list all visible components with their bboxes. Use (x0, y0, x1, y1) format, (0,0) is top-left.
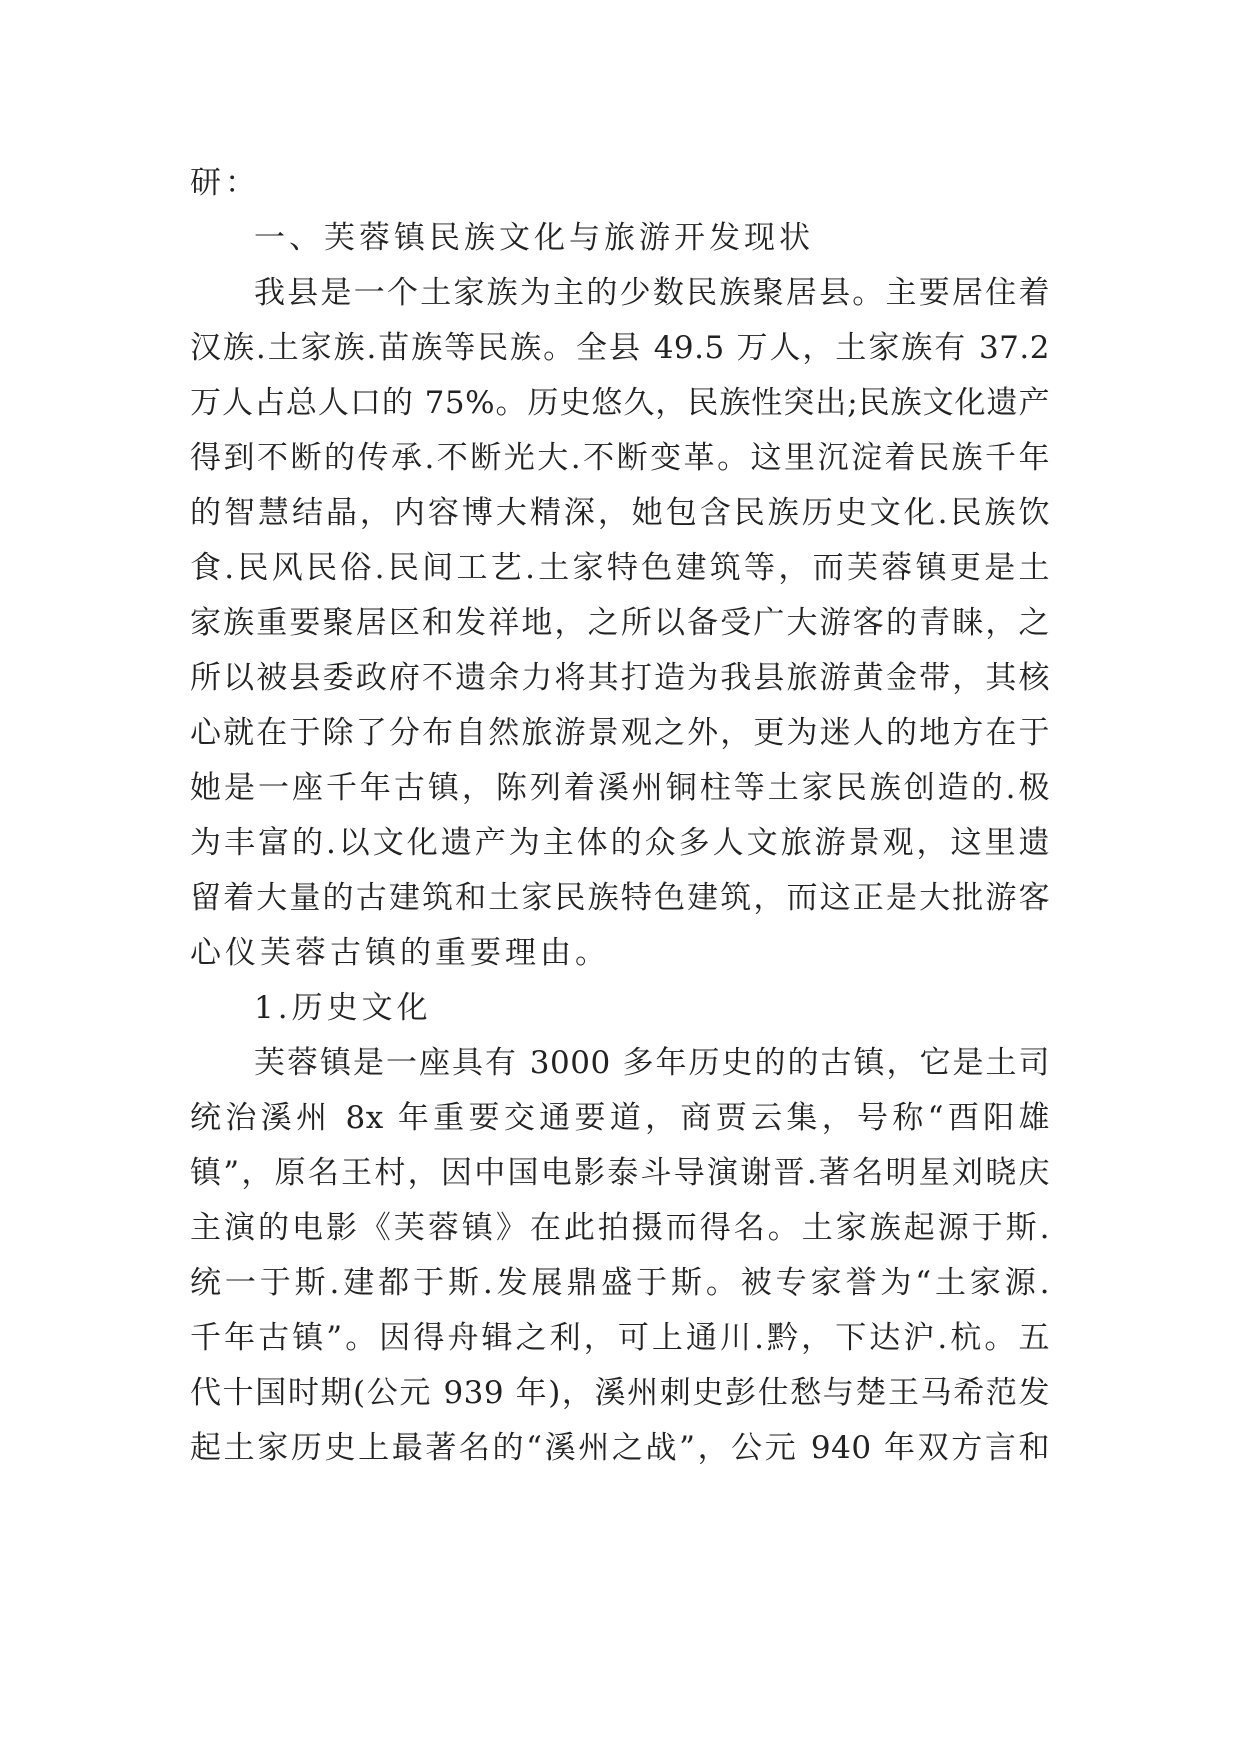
text-line: 心仪芙蓉古镇的重要理由。 (190, 935, 610, 971)
text-line: 芙蓉镇是一座具有 3000 多年历史的的古镇，它是土司 (254, 1045, 1050, 1081)
text-line: 所以被县委政府不遗余力将其打造为我县旅游黄金带，其核 (190, 660, 1050, 696)
text-line: 汉族.土家族.苗族等民族。全县 49.5 万人，土家族有 37.2 (190, 330, 1050, 366)
text-line: 食.民风民俗.民间工艺.土家特色建筑等，而芙蓉镇更是土 (190, 550, 1050, 586)
text-line: 我县是一个土家族为主的少数民族聚居县。主要居住着 (254, 275, 1050, 311)
text-line: 家族重要聚居区和发祥地，之所以备受广大游客的青睐，之 (190, 605, 1050, 641)
text-line: 千年古镇”。因得舟辑之利，可上通川.黔，下达沪.杭。五 (190, 1320, 1050, 1356)
text-line: 统一于斯.建都于斯.发展鼎盛于斯。被专家誉为“土家源. (190, 1265, 1050, 1301)
text-line: 留着大量的古建筑和土家民族特色建筑，而这正是大批游客 (190, 880, 1050, 916)
subsection-heading: 1.历史文化 (254, 990, 432, 1026)
text-line: 起土家历史上最著名的“溪州之战”，公元 940 年双方言和 (190, 1430, 1050, 1466)
text-line: 主演的电影《芙蓉镇》在此拍摄而得名。土家族起源于斯. (190, 1210, 1050, 1246)
text-line: 她是一座千年古镇，陈列着溪州铜柱等土家民族创造的.极 (190, 770, 1050, 806)
text-line: 镇”，原名王村，因中国电影泰斗导演谢晋.著名明星刘晓庆 (190, 1155, 1050, 1191)
text-line: 代十国时期(公元 939 年)，溪州刺史彭仕愁与楚王马希范发 (190, 1375, 1050, 1411)
text-line: 万人占总人口的 75%。历史悠久，民族性突出;民族文化遗产 (190, 385, 1050, 421)
section-heading: 一、芙蓉镇民族文化与旅游开发现状 (254, 220, 814, 256)
text-line: 研： (190, 165, 260, 201)
text-line: 心就在于除了分布自然旅游景观之外，更为迷人的地方在于 (190, 715, 1050, 751)
text-line: 为丰富的.以文化遗产为主体的众多人文旅游景观，这里遗 (190, 825, 1050, 861)
text-line: 统治溪州 8x 年重要交通要道，商贾云集，号称“酉阳雄 (190, 1100, 1050, 1136)
text-line: 得到不断的传承.不断光大.不断变革。这里沉淀着民族千年 (190, 440, 1050, 476)
document-body (190, 156, 1050, 1476)
text-line: 的智慧结晶，内容博大精深，她包含民族历史文化.民族饮 (190, 495, 1050, 531)
